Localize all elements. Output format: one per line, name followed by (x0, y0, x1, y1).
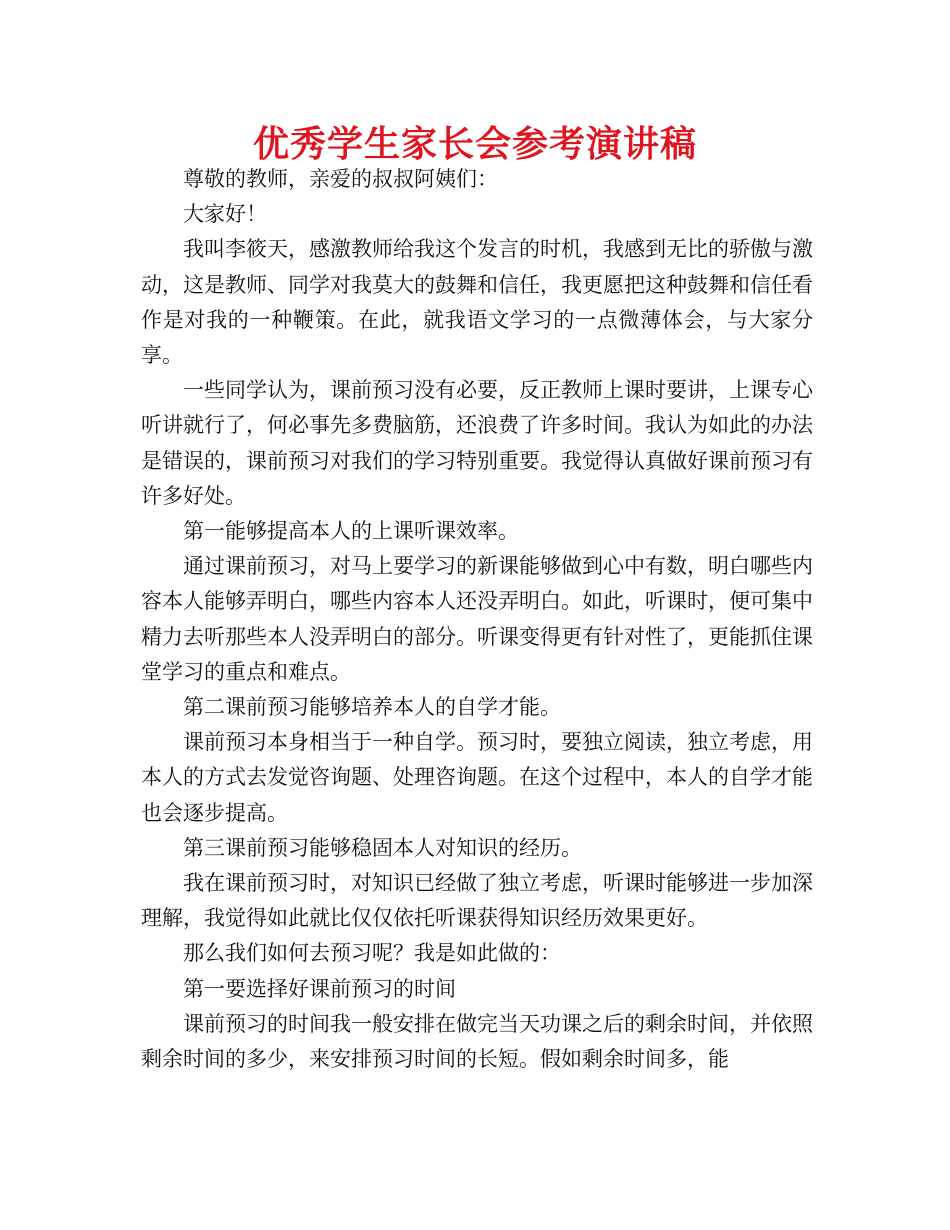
document-title: 优秀学生家长会参考演讲稿 (252, 124, 697, 165)
paragraph-point-three-detail: 我在课前预习时，对知识已经做了独立考虑，听课时能够进一步加深理解，我觉得如此就比仅仅依托听课获得知识经历效果更好。 (141, 871, 813, 931)
paragraph-point-one-detail: 通过课前预习，对马上要学习的新课能够做到心中有数，明白哪些内容本人能够弄明白，哪些内容本人还没弄明白。如此，听课时，便可集中精力去听那些本人没弄明白的部分。听课变得更有针对性了，更能抓住课堂学习的重点和难点。 (141, 554, 813, 684)
paragraph-salutation: 尊敬的教师，亲爱的叔叔阿姨们： (183, 167, 498, 191)
paragraph-step-one: 第一要选择好课前预习的时间 (183, 976, 456, 1001)
paragraph-step-one-detail: 课前预习的时间我一般安排在做完当天功课之后的剩余时间，并依照剩余时间的多少，来安排预习时间的长短。假如剩余时间多，能 (141, 1011, 813, 1072)
document-body (141, 162, 813, 1077)
paragraph-point-three: 第三课前预习能够稳固本人对知识的经历。 (183, 835, 582, 860)
paragraph-point-one: 第一能够提高本人的上课听课效率。 (183, 519, 519, 544)
paragraph-greeting: 大家好！ (183, 202, 267, 227)
paragraph-point-two: 第二课前预习能够培养本人的自学才能。 (183, 695, 561, 720)
paragraph-introduction: 我叫李筱天，感激教师给我这个发言的时机，我感到无比的骄傲与激动，这是教师、同学对我莫大的鼓舞和信任，我更愿把这种鼓舞和信任看作是对我的一种鞭策。在此，就我语文学习的一点微薄体会，与大家分享。 (141, 237, 813, 368)
paragraph-preview-importance: 一些同学认为，课前预习没有必要，反正教师上课时要讲，上课专心听讲就行了，何必事先多费脑筋，还浪费了许多时间。我认为如此的办法是错误的，课前预习对我们的学习特别重要。我觉得认真做好课前预习有许多好处。 (141, 378, 813, 508)
paragraph-how-to-preview: 那么我们如何去预习呢？我是如此做的： (183, 941, 561, 966)
paragraph-point-two-detail: 课前预习本身相当于一种自学。预习时，要独立阅读，独立考虑，用本人的方式去发觉咨询题、处理咨询题。在这个过程中，本人的自学才能也会逐步提高。 (141, 730, 813, 825)
